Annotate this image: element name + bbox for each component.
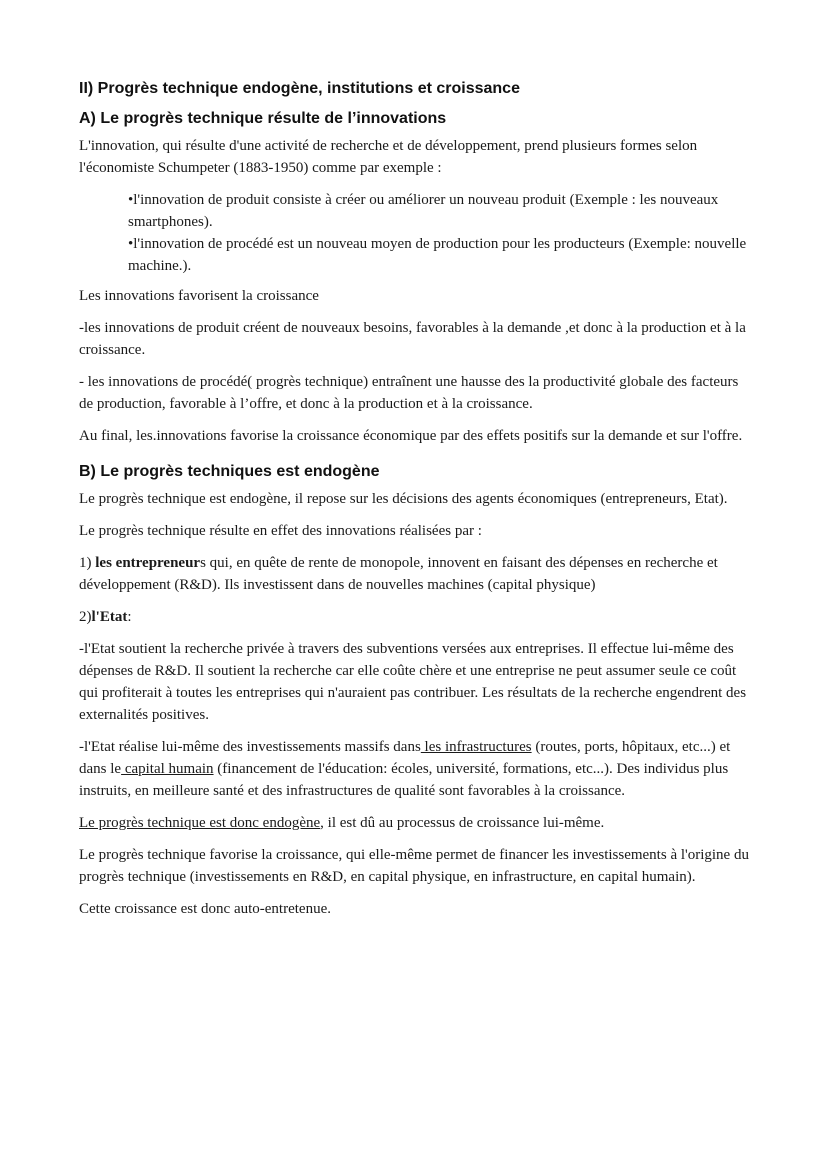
paragraph-text: s qui, en quête de rente de monopole, innovent en faisant des dépenses en recherche et développement (R&D). Ils investissent dans de nouvelles machines (capital physique) (79, 555, 718, 593)
page-title: II) Progrès technique endogène, institutions et croissance (79, 80, 520, 97)
list-item: •l'innovation de produit consiste à créer ou améliorer un nouveau produit (Exemple : les nouveaux smartphones). (128, 192, 719, 230)
paragraph: Cette croissance est donc auto-entretenue. (79, 901, 331, 917)
paragraph: Les innovations favorisent la croissance (79, 288, 319, 304)
paragraph-text: : (127, 609, 132, 625)
paragraph-text: -l'Etat réalise lui-même des investissements massifs dans (79, 739, 421, 755)
bold-term: l'Etat (91, 609, 128, 625)
section-b-heading: B) Le progrès techniques est endogène (79, 463, 380, 480)
document-page (79, 78, 751, 930)
paragraph (79, 812, 751, 834)
underlined-term: capital humain (121, 761, 214, 777)
section-a-intro: L'innovation, qui résulte d'une activité de recherche et de développement, prend plusieurs formes selon l'économiste Schumpeter (1883-1950) comme par exemple : (79, 138, 698, 176)
underlined-term: Le progrès technique est donc endogène (79, 815, 321, 831)
paragraph-text: , il est dû au processus de croissance lui-même. (320, 815, 605, 831)
paragraph: -l'Etat soutient la recherche privée à travers des subventions versées aux entreprises. Il effectue lui-même des dépenses de R&D. Il soutient la recherche car elle coûte chère et une entreprise ne peut assumer seule ce coût qui profiterait à toutes les entreprises qui n'auraient pas contribuer. Les résultats de la recherche engendrent des externalités positives. (79, 641, 747, 723)
paragraph: - les innovations de procédé( progrès technique) entraînent une hausse des la productivité globale des facteurs de production, favorable à l’offre, et donc à la production et à la croissance. (79, 374, 739, 412)
paragraph: Le progrès technique favorise la croissance, qui elle-même permet de financer les investissements à l'origine du progrès technique (investissements en R&D, en capital physique, en infrastructure, en capital humain). (79, 847, 749, 885)
paragraph (79, 736, 751, 802)
item-number: 1) (79, 555, 96, 571)
item-number: 2) (79, 609, 92, 625)
paragraph: -les innovations de produit créent de nouveaux besoins, favorables à la demande ,et donc à la production et à la croissance. (79, 320, 746, 358)
paragraph: Au final, les.innovations favorise la croissance économique par des effets positifs sur la demande et sur l'offre. (79, 428, 743, 444)
innovation-types-list (79, 189, 751, 277)
entrepreneurs-paragraph (79, 552, 751, 596)
list-item: •l'innovation de procédé est un nouveau moyen de production pour les producteurs (Exemple: nouvelle machine.). (128, 236, 747, 274)
bold-term: les entrepreneur (95, 555, 201, 571)
underlined-term: les infrastructures (420, 739, 532, 755)
paragraph-text: (financement de l'éducation: écoles, université, formations, etc...). Des individus plus instruits, en meilleure santé et des infrastructures de qualité sont favorables à la croissance. (79, 761, 729, 799)
section-a-heading: A) Le progrès technique résulte de l’innovations (79, 110, 447, 127)
paragraph: Le progrès technique est endogène, il repose sur les décisions des agents économiques (entrepreneurs, Etat). (79, 491, 728, 507)
paragraph: Le progrès technique résulte en effet des innovations réalisées par : (79, 523, 482, 539)
paragraph-text: (routes, ports, hôpitaux, etc...) et dans le (79, 739, 731, 777)
etat-paragraph (79, 606, 751, 628)
